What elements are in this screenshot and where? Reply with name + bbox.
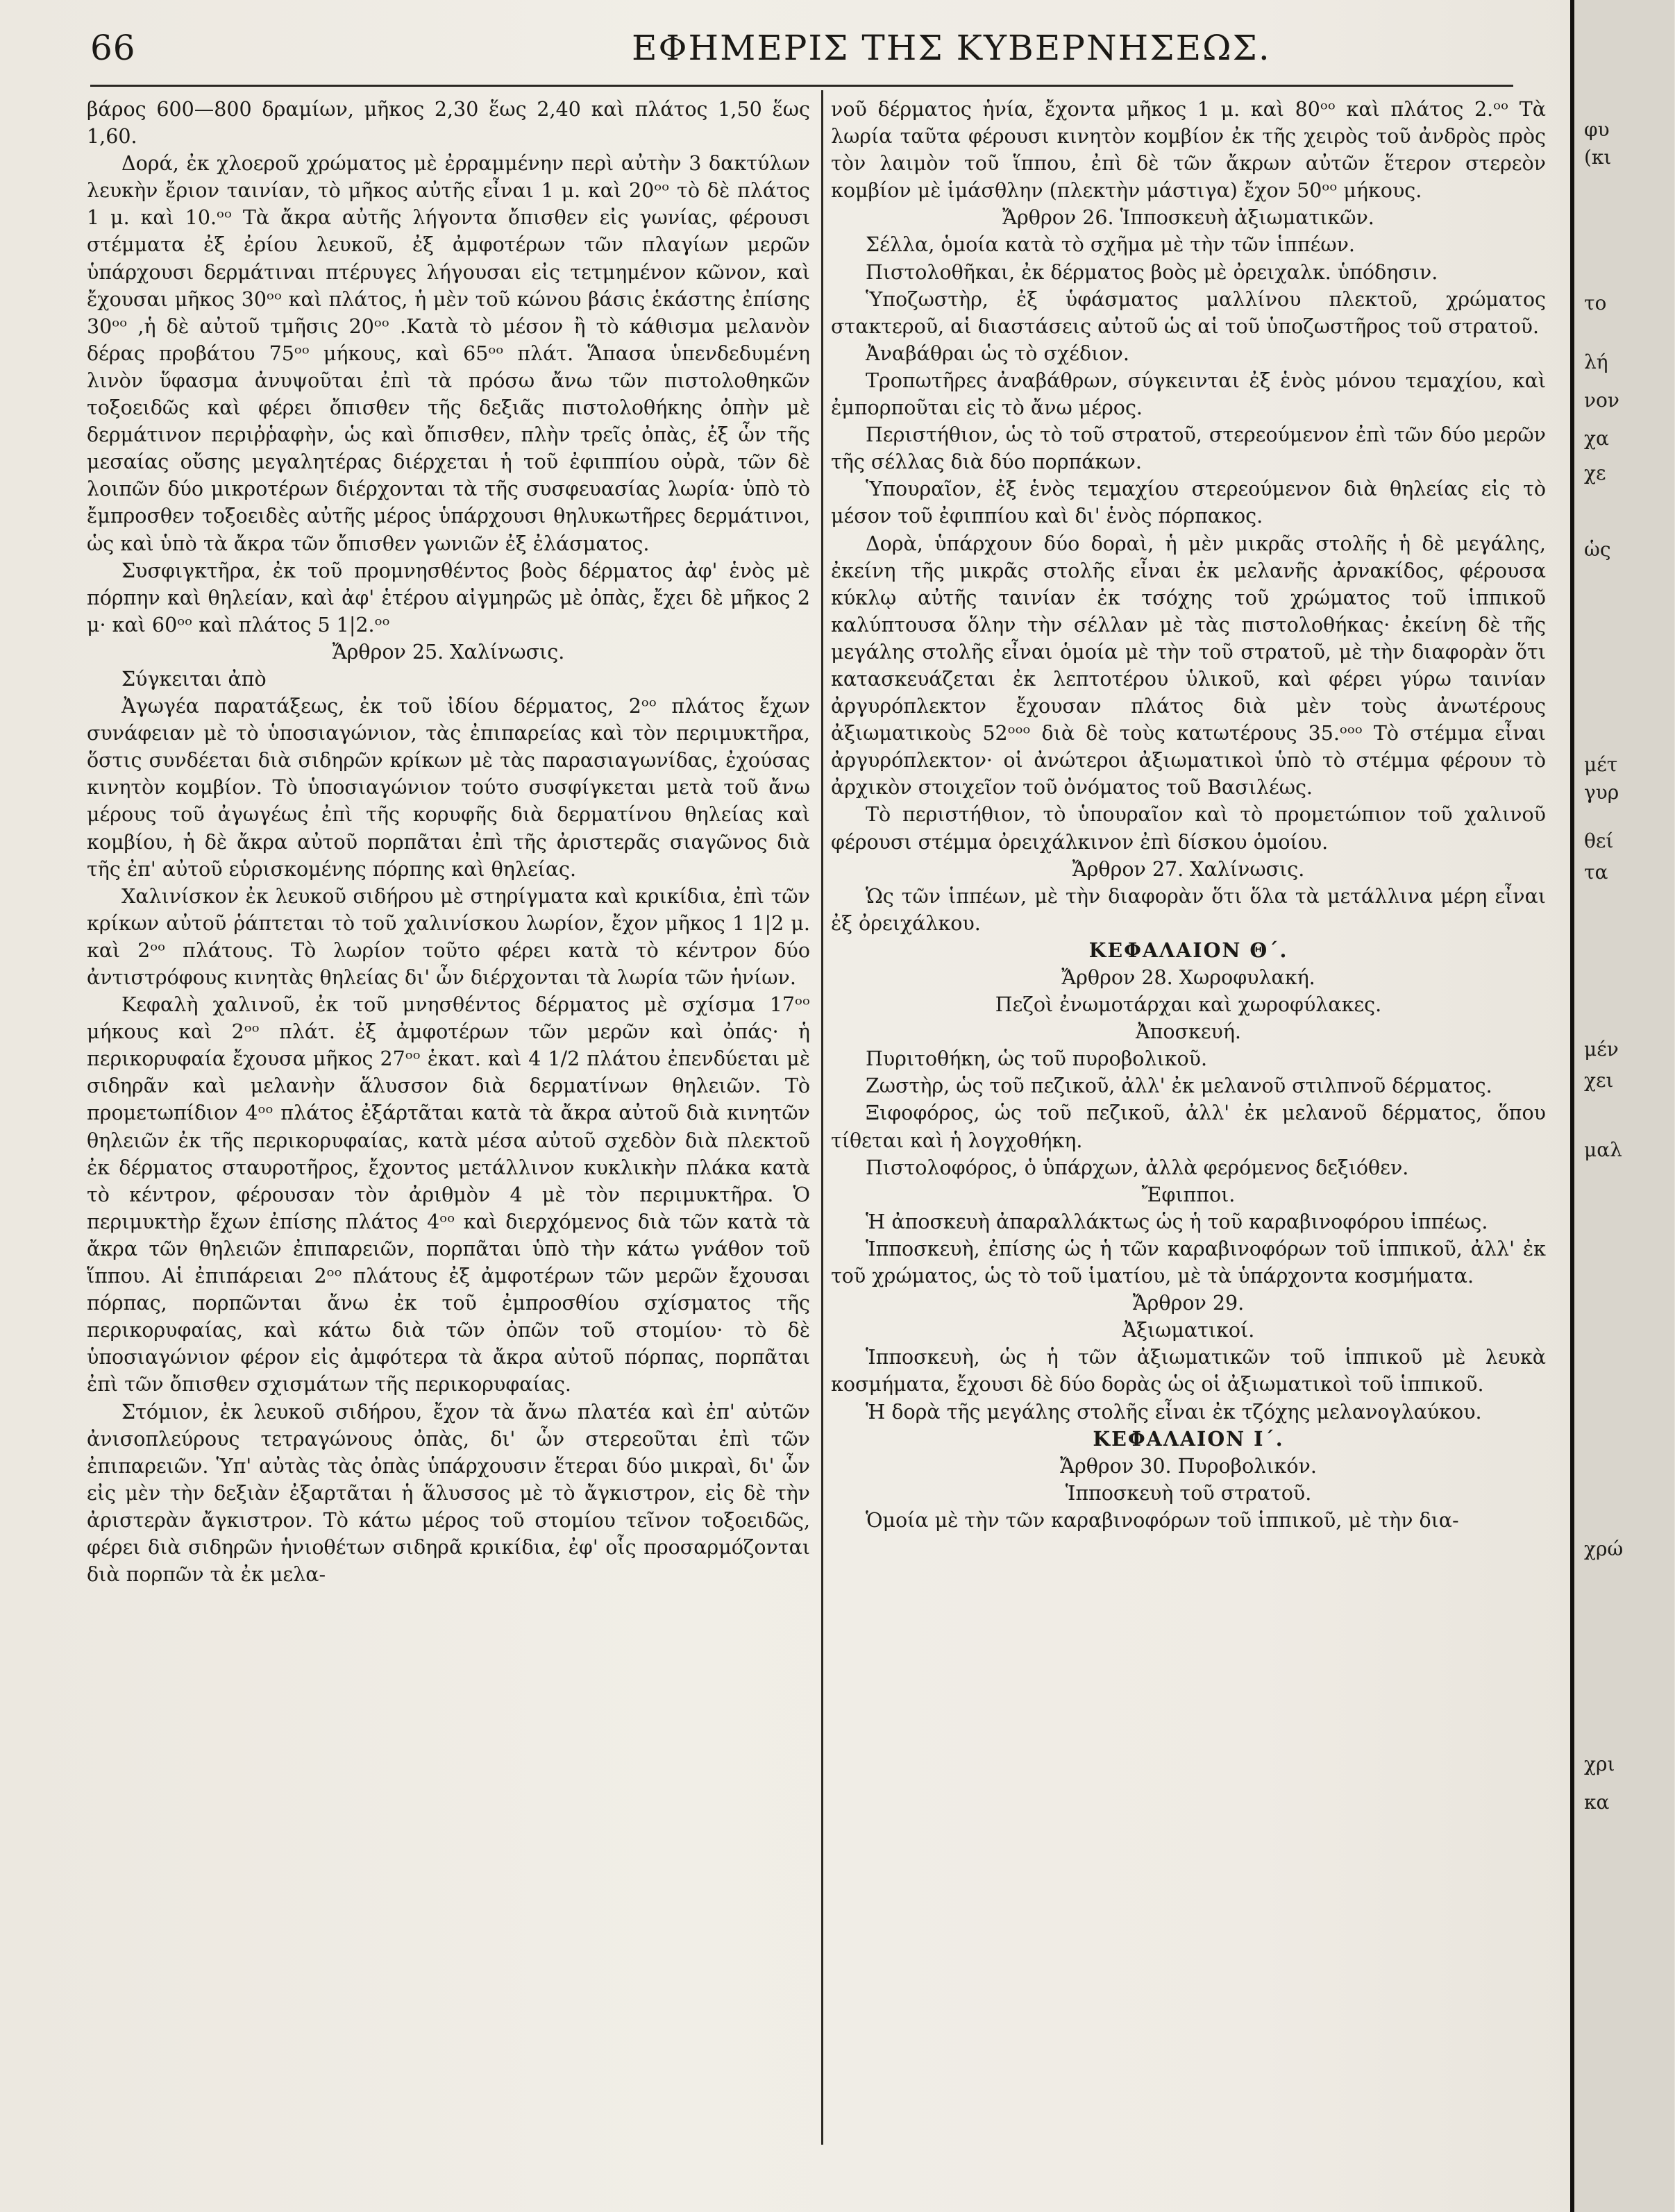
paragraph: Ζωστὴρ, ὡς τοῦ πεζικοῦ, ἀλλ' ἐκ μελανοῦ στιλπνοῦ δέρματος. [866, 1074, 1492, 1098]
paragraph: Ὑπουραῖον, ἐξ ἑνὸς τεμαχίου στερεούμενον διὰ θηλείας εἰς τὸ μέσον τοῦ ἐφιππίου καὶ δι' ἑνὸς πόρπακος. [831, 478, 1546, 528]
paragraph: Τροπωτῆρες ἀναβάθρων, σύγκεινται ἐξ ἑνὸς μόνου τεμαχίου, καὶ ἐμπορποῦται εἰς τὸ ἄνω μέρος. [831, 369, 1546, 420]
paragraph: Τὸ περιστήθιον, τὸ ὑπουραῖον καὶ τὸ προμετώπιον τοῦ χαλινοῦ φέρουσι στέμμα ὀρειχάλκινον ἐπὶ δίσκου ὁμοίου. [831, 803, 1546, 854]
article-heading: Ἄρθρον 28. Χωροφυλακή. [1061, 966, 1315, 989]
article-heading: Ἄρθρον 29. [1132, 1292, 1245, 1315]
paragraph: νοῦ δέρματος ἡνία, ἔχοντα μῆκος 1 μ. καὶ 80ᵒᵒ καὶ πλάτος 2.ᵒᵒ Τὰ λωρία ταῦτα φέρουσι κινητὸν κομβίον ἐκ τῆς χειρὸς τοῦ ἀνδρὸς πρὸς τὸν λαιμὸν τοῦ ἵππου, ἐπὶ δὲ τῶν ἄκρων αὐτῶν ἕτερον στερεὸν κομβίον μὲ ἱμάσθλην (πλεκτὴν μάστιγα) ἔχον 50ᵒᵒ μήκους. [831, 98, 1546, 203]
paragraph: Δορὰ, ὑπάρχουν δύο δοραὶ, ἡ μὲν μικρᾶς στολῆς ἡ δὲ μεγάλης, ἐκείνη τῆς μικρᾶς στολῆς εἶναι ἐκ μελανῆς ἀρνακίδος, φέρουσα κύκλῳ αὐτῆς ταινίαν ἐκ τσόχης τοῦ χρώματος τοῦ ἱππικοῦ καλύπτουσα ὅλην τὴν σέλλαν μὲ τὰς πιστολοθήκας· ἐκείνη δὲ τῆς μεγάλης στολῆς εἶναι ὁμοία μὲ τὴν τοῦ στρατοῦ, μὲ τὴν διαφορὰν ὅτι κατασκευάζεται ἐκ λεπτοτέρου ὑλικοῦ, καὶ φέρει γύρω ταινίαν ἀργυρόπλεκτον ἔχουσαν πλάτος διὰ μὲν τοὺς ἀνωτέρους ἀξιωματικοὺς 52ᵒᵒᵒ διὰ δὲ τοὺς κατωτέρους 35.ᵒᵒᵒ Τὸ στέμμα εἶναι ἀργυρόπλεκτον· οἱ ἀνώτεροι ἀξιωματικοὶ ὑπὸ τὸ στέμμα φέρουν τὸ ἀρχικὸν στοιχεῖον τοῦ ὀνόματος τοῦ Βασιλέως. [831, 532, 1546, 800]
article-heading: Ἱπποσκευὴ τοῦ στρατοῦ. [1065, 1481, 1312, 1505]
paragraph: Σύγκειται ἀπὸ [121, 667, 267, 691]
paragraph: Ὁμοία μὲ τὴν τῶν καραβινοφόρων τοῦ ἱππικοῦ, μὲ τὴν δια- [866, 1508, 1459, 1532]
right-column [831, 96, 1546, 1534]
margin-fragment: ὡς [1584, 538, 1611, 561]
adjacent-page-gutter [1570, 0, 1674, 2212]
paragraph: Ξιφοφόρος, ὡς τοῦ πεζικοῦ, ἀλλ' ἐκ μελανοῦ δέρματος, ὅπου τίθεται καὶ ἡ λογχοθήκη. [831, 1101, 1546, 1152]
gutter-rule [1570, 0, 1574, 2212]
paragraph: Σέλλα, ὁμοία κατὰ τὸ σχῆμα μὲ τὴν τῶν ἱππέων. [866, 233, 1355, 257]
margin-fragment: χα [1584, 427, 1609, 450]
margin-fragment: μέν [1584, 1038, 1619, 1061]
margin-fragment: (κι [1584, 146, 1612, 169]
paragraph: Πιστολοφόρος, ὁ ὑπάρχων, ἀλλὰ φερόμενος δεξιόθεν. [866, 1156, 1409, 1179]
paragraph: Πυριτοθήκη, ὡς τοῦ πυροβολικοῦ. [866, 1047, 1208, 1071]
article-heading: Ἄρθρον 27. Χαλίνωσις. [1072, 857, 1305, 881]
article-heading: Ἄρθρον 30. Πυροβολικόν. [1060, 1454, 1317, 1478]
margin-fragment: νον [1584, 389, 1619, 412]
journal-title: ΕΦΗΜΕΡΙΣ ΤΗΣ ΚΥΒΕΡΝΗΣΕΩΣ. [632, 28, 1271, 68]
margin-fragment: χει [1584, 1069, 1614, 1092]
margin-fragment: μαλ [1584, 1138, 1622, 1161]
margin-fragment: γυρ [1584, 781, 1619, 804]
page-header [90, 28, 1506, 76]
margin-fragment: κα [1584, 1791, 1610, 1814]
paragraph: Ἡ ἀποσκευὴ ἀπαραλλάκτως ὡς ἡ τοῦ καραβινοφόρου ἱππέως. [866, 1210, 1488, 1233]
margin-fragment: χρι [1584, 1753, 1615, 1775]
margin-fragment: χρώ [1584, 1537, 1624, 1560]
margin-fragment: θεί [1584, 829, 1614, 852]
paragraph: Ἀναβάθραι ὡς τὸ σχέδιον. [866, 341, 1129, 365]
paragraph: Ἀγωγέα παρατάξεως, ἐκ τοῦ ἰδίου δέρματος, 2ᵒᵒ πλάτος ἔχων συνάφειαν μὲ τὸ ὑποσιαγώνιον, τὰς ἐπιπαρείας καὶ τὸν περιμυκτῆρα, ὅστις συνδέεται διὰ σιδηρῶν κρίκων μὲ τὰς παρασιαγωνίδας, ἐχούσας κινητὸν κομβίον. Τὸ ὑποσιαγώνιον τούτο συσφίγκεται μετὰ τοῦ ἄνω μέρους τοῦ ἀγωγέως ἐπὶ τῆς κορυφῆς διὰ δερματίνου θηλείας καὶ κομβίου, ἡ δὲ ἄκρα αὐτοῦ πορπᾶται ἐπὶ τῆς ἀριστερᾶς σιαγῶνος διὰ τῆς ἐπ' αὐτοῦ εὑρισκομένης πόρπης καὶ θηλείας. [87, 695, 810, 881]
article-heading: Ἀξιωματικοί. [1122, 1319, 1255, 1342]
paragraph: Χαλινίσκον ἐκ λευκοῦ σιδήρου μὲ στηρίγματα καὶ κρικίδια, ἐπὶ τῶν κρίκων αὐτοῦ ῥάπτεται τὸ τοῦ χαλινίσκου λωρίον, ἔχον μῆκος 1 1|2 μ. καὶ 2ᵒᵒ πλάτους. Τὸ λωρίον τοῦτο φέρει κατὰ τὸ κέντρον δύο ἀντιστρόφους κινητὰς θηλείας δι' ὧν διέρχονται τὰ λωρία τῶν ἡνίων. [87, 884, 810, 989]
article-heading: Ἔφιπποι. [1141, 1183, 1236, 1206]
left-column [87, 96, 810, 1588]
paragraph: Περιστήθιον, ὡς τὸ τοῦ στρατοῦ, στερεούμενον ἐπὶ τῶν δύο μερῶν τῆς σέλλας διὰ δύο πορπάκων. [831, 423, 1546, 474]
chapter-heading: ΚΕΦΑΛΑΙΟΝ Ι΄. [1093, 1426, 1284, 1451]
paragraph: Πιστολοθῆκαι, ἐκ δέρματος βοὸς μὲ ὀρειχαλκ. ὑπόδησιν. [866, 260, 1438, 284]
margin-fragment: λή [1584, 351, 1608, 373]
article-heading: Ἀποσκευή. [1136, 1020, 1241, 1044]
paragraph: Ὡς τῶν ἱππέων, μὲ τὴν διαφορὰν ὅτι ὅλα τὰ μετάλλινα μέρη εἶναι ἐξ ὀρειχάλκου. [831, 884, 1546, 935]
column-divider [821, 90, 823, 2145]
margin-fragment: το [1584, 292, 1607, 314]
paragraph: Στόμιον, ἐκ λευκοῦ σιδήρου, ἔχον τὰ ἄνω πλατέα καὶ ἐπ' αὐτῶν ἀνισοπλεύρους τετραγώνους ὀπὰς, δι' ὧν στερεοῦται ἐπὶ τῶν ἐπιπαρειῶν. Ὑπ' αὐτὰς τὰς ὀπὰς ὑπάρχουσιν ἕτεραι δύο μικραὶ, δι' ὧν εἰς μὲν τὴν δεξιὰν ἐξαρτᾶται ἡ ἅλυσσος μὲ τὸ ἄγκιστρον, εἰς δὲ τὴν ἀριστερὰν ἄγκιστρον. Τὸ κάτω μέρος τοῦ στομίου τεῖνον τοξοειδῶς, φέρει διὰ σιδηρῶν ἡνιοθέτων σιδηρᾶ κρικίδια, ἐφ' οἷς προσαρμόζονται διὰ πορπῶν τὰ ἐκ μελα- [87, 1400, 810, 1587]
article-heading: Ἄρθρον 25. Χαλίνωσις. [332, 640, 565, 664]
margin-fragment: μέτ [1584, 753, 1618, 776]
margin-fragment: φυ [1584, 118, 1610, 141]
paragraph: Κεφαλὴ χαλινοῦ, ἐκ τοῦ μνησθέντος δέρματος μὲ σχίσμα 17ᵒᵒ μήκους καὶ 2ᵒᵒ πλάτ. ἐξ ἀμφοτέρων τῶν μερῶν καὶ ὀπάς· ἡ περικορυφαία ἔχουσα μῆκος 27ᵒᵒ ἑκατ. καὶ 4 1/2 πλάτου ἐπενδύεται μὲ σιδηρᾶν καὶ μελανὴν ἅλυσσον διὰ δερματίνων θηλειῶν. Τὸ προμετωπίδιον 4ᵒᵒ πλάτος ἐξάρτᾶται κατὰ τὰ ἄκρα αὐτοῦ διὰ κινητῶν θηλειῶν ἐκ τῆς περικορυφαίας, κατὰ μέσα αὐτοῦ σχεδὸν διὰ πλεκτοῦ ἐκ δέρματος σταυροτῆρος, ἔχοντος μετάλλινον κυκλικὴν πλάκα κατὰ τὸ κέντρον, φέρουσαν τὸν ἀριθμὸν 4 μὲ τὸν περιμυκτῆρα. Ὁ περιμυκτὴρ ἔχων ἐπίσης πλάτος 4ᵒᵒ καὶ διερχόμενος διὰ τῶν κατὰ τὰ ἄκρα τῶν θηλειῶν ἐπιπαρειῶν, πορπᾶται ὑπὸ τὴν κάτω γνάθον τοῦ ἵππου. Αἱ ἐπιπάρειαι 2ᵒᵒ πλάτους ἐξ ἀμφοτέρων τῶν μερῶν ἔχουσαι πόρπας, πορπῶνται ἄνω ἐκ τοῦ ἐμπροσθίου σχίσματος τῆς περικορυφαίας, καὶ κάτω διὰ τῶν ὀπῶν τοῦ στομίου· τὸ δὲ ὑποσιαγώνιον φέρον εἰς ἀμφότερα τὰ ἄκρα αὐτοῦ πόρπας, πορπᾶται ἐπὶ τῶν ὄπισθεν σχισμάτων τῆς περικορυφαίας. [87, 993, 810, 1396]
article-heading: Ἄρθρον 26. Ἱπποσκευὴ ἀξιωματικῶν. [1002, 206, 1374, 230]
margin-fragment: χε [1584, 462, 1606, 484]
chapter-heading: ΚΕΦΑΛΑΙΟΝ Θ΄. [1088, 938, 1288, 962]
header-rule [90, 85, 1513, 87]
paragraph: Δορά, ἐκ χλοεροῦ χρώματος μὲ ἐρραμμένην περὶ αὐτὴν 3 δακτύλων λευκὴν ἔριον ταινίαν, τὸ μῆκος αὐτῆς εἶναι 1 μ. καὶ 20ᵒᵒ τὸ δὲ πλάτος 1 μ. καὶ 10.ᵒᵒ Τὰ ἄκρα αὐτῆς λήγοντα ὄπισθεν εἰς γωνίας, φέρουσι στέμματα ἐξ ἐρίου λευκοῦ, ἐξ ἀμφοτέρων τῶν πλαγίων μερῶν ὑπάρχουσι δερμάτιναι πτέρυγες λήγουσαι εἰς τετμημένον κῶνον, καὶ ἔχουσαι μῆκος 30ᵒᵒ καὶ πλάτος, ἡ μὲν τοῦ κώνου βάσις ἑκάστης ἐπίσης 30ᵒᵒ ,ἡ δὲ αὐτοῦ τμῆσις 20ᵒᵒ .Κατὰ τὸ μέσον ἢ τὸ κάθισμα μελανὸν δέρας προβάτου 75ᵒᵒ μήκους, καὶ 65ᵒᵒ πλάτ. Ἅπασα ὑπενδεδυμένη λινὸν ὕφασμα ἀνυψοῦται ἐπὶ τὰ πρόσω ἄνω τῶν πιστολοθηκῶν τοξοειδῶς καὶ φέρει ὄπισθεν τῆς δεξιᾶς πιστολοθήκης ὀπὴν μὲ δερμάτινον περιῤῥαφὴν, ὡς καὶ ὄπισθεν, πλὴν τρεῖς ὀπὰς, ἐξ ὧν τῆς μεσαίας οὔσης μεγαλητέρας διέρχεται ἡ τοῦ ἐφιππίου οὐρὰ, τῶν δὲ λοιπῶν δύο μικροτέρων διέρχονται τὰ τῆς συσφευασίας λωρία· ὑπὸ τὸ ἔμπροσθεν τοξοειδὲς αὐτῆς μέρος ὑπάρχουσι θηλυκωτῆρες δερμάτινοι, ὡς καὶ ὑπὸ τὰ ἄκρα τῶν ὄπισθεν γωνιῶν ἐξ ἐλάσματος. [87, 152, 810, 555]
paragraph: Συσφιγκτῆρα, ἐκ τοῦ προμνησθέντος βοὸς δέρματος ἀφ' ἑνὸς μὲ πόρπην καὶ θηλείαν, καὶ ἀφ' ἑτέρου αἰγμηρῶς μὲ ὀπὰς, ἔχει δὲ μῆκος 2 μ· καὶ 60ᵒᵒ καὶ πλάτος 5 1|2.ᵒᵒ [87, 559, 810, 636]
margin-fragment: τα [1584, 861, 1608, 884]
paragraph: Ἱπποσκευὴ, ἐπίσης ὡς ἡ τῶν καραβινοφόρων τοῦ ἱππικοῦ, ἀλλ' ἐκ τοῦ χρώματος, ὡς τὸ τοῦ ἱματίου, μὲ τὰ ὑπάρχοντα κοσμήματα. [831, 1237, 1546, 1288]
paragraph: Ὑποζωστὴρ, ἐξ ὑφάσματος μαλλίνου πλεκτοῦ, χρώματος στακτεροῦ, αἱ διαστάσεις αὐτοῦ ὡς αἱ τοῦ ὑποζωστῆρος τοῦ στρατοῦ. [831, 287, 1546, 338]
page-number: 66 [90, 28, 136, 68]
paragraph: Ἱπποσκευὴ, ὡς ἡ τῶν ἀξιωματικῶν τοῦ ἱππικοῦ μὲ λευκὰ κοσμήματα, ἔχουσι δὲ δύο δορὰς ὡς οἱ ἀξιωματικοὶ τοῦ ἱππικοῦ. [831, 1346, 1546, 1396]
paragraph: Ἡ δορὰ τῆς μεγάλης στολῆς εἶναι ἐκ τζόχης μελανογλαύκου. [866, 1400, 1482, 1424]
paragraph: βάρος 600—800 δραμίων, μῆκος 2,30 ἕως 2,40 καὶ πλάτος 1,50 ἕως 1,60. [87, 98, 810, 149]
article-heading: Πεζοὶ ἐνωμοτάρχαι καὶ χωροφύλακες. [995, 993, 1382, 1017]
